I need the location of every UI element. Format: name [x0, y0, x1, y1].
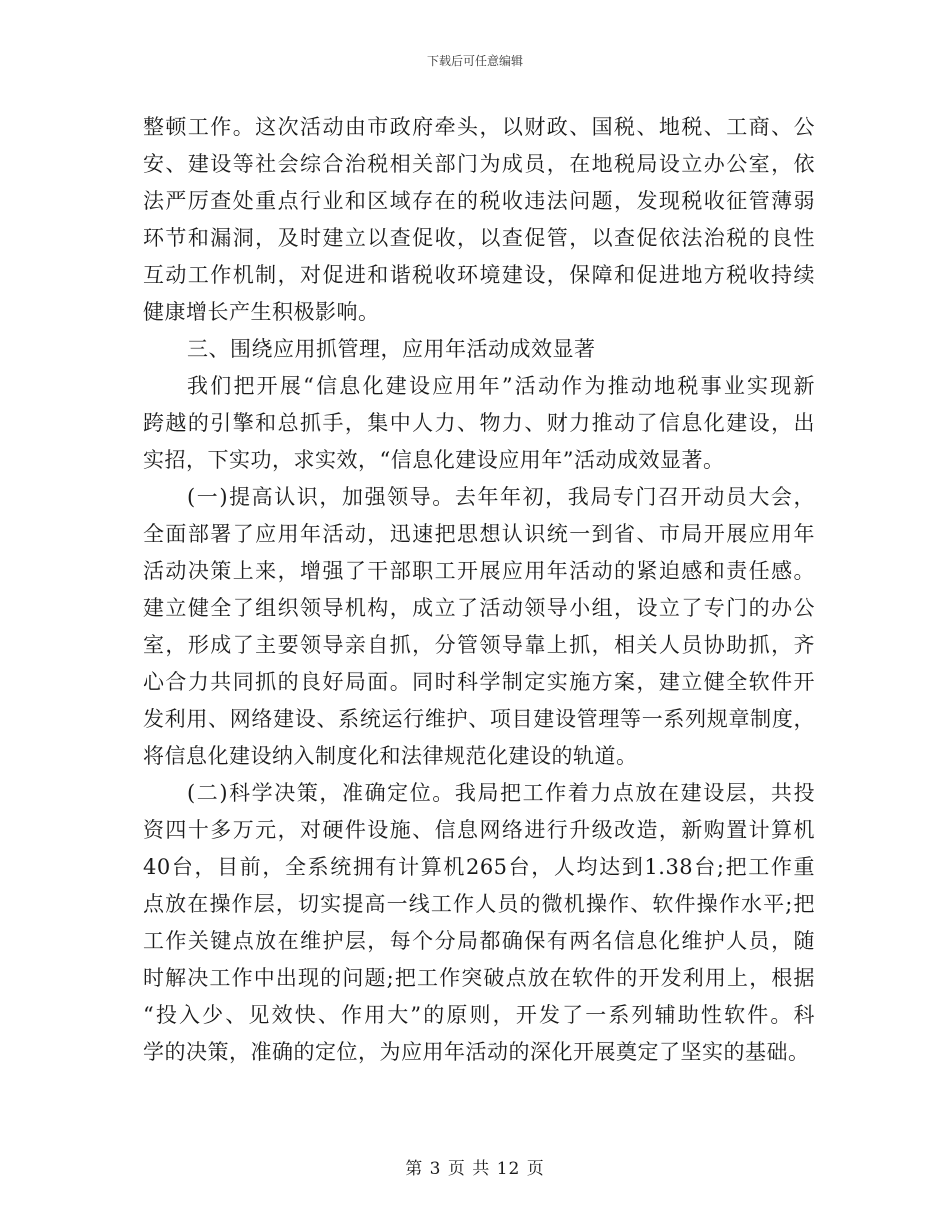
text-line: 资四十多万元，对硬件设施、信息网络进行升级改造，新购置计算机 [143, 818, 815, 842]
text-line: 环节和漏洞，及时建立以查促收，以查促管，以查促依法治税的良性 [143, 226, 815, 250]
text-line: 学的决策，准确的定位，为应用年活动的深化开展奠定了坚实的基础。 [143, 1040, 810, 1064]
page-header: 下载后可任意编辑 [426, 54, 523, 68]
text-line: 点放在操作层，切实提高一线工作人员的微机操作、软件操作水平;把 [143, 892, 815, 916]
text-line: 将信息化建设纳入制度化和法律规范化建设的轨道。 [143, 744, 638, 768]
text-line: 整顿工作。这次活动由市政府牵头，以财政、国税、地税、工商、公 [143, 115, 815, 139]
text-line: 工作关键点放在维护层，每个分局都确保有两名信息化维护人员，随 [143, 929, 815, 953]
text-line: 互动工作机制，对促进和谐税收环境建设，保障和促进地方税收持续 [143, 263, 815, 287]
text-line: 实招，下实功，求实效，“信息化建设应用年”活动成效显著。 [143, 448, 725, 472]
document-body [143, 109, 815, 1071]
text-line: 心合力共同抓的良好局面。同时科学制定实施方案，建立健全软件开 [143, 670, 815, 694]
text-line: 室，形成了主要领导亲自抓，分管领导靠上抓，相关人员协助抓，齐 [143, 633, 815, 657]
text-line: 建立健全了组织领导机构，成立了活动领导小组，设立了专门的办公 [143, 596, 815, 620]
text-line: 我们把开展“信息化建设应用年”活动作为推动地税事业实现新 [187, 374, 815, 398]
page-number-footer: 第 3 页 共 12 页 [405, 1159, 545, 1179]
section-heading: 三、围绕应用抓管理，应用年活动成效显著 [187, 337, 596, 361]
text-line: 法严厉查处重点行业和区域存在的税收违法问题，发现税收征管薄弱 [143, 189, 815, 213]
text-line: 全面部署了应用年活动，迅速把思想认识统一到省、市局开展应用年 [143, 522, 815, 546]
subsection-heading-line: (一)提高认识，加强领导。去年年初，我局专门召开动员大会， [187, 485, 815, 509]
text-line: 40台，目前，全系统拥有计算机265台，人均达到1.38台;把工作重 [143, 855, 815, 879]
text-line: 健康增长产生积极影响。 [143, 300, 380, 324]
text-line: 安、建设等社会综合治税相关部门为成员，在地税局设立办公室，依 [143, 152, 815, 176]
subsection-heading-line: (二)科学决策，准确定位。我局把工作着力点放在建设层，共投 [187, 781, 815, 805]
text-line: “投入少、见效快、作用大”的原则，开发了一系列辅助性软件。科 [143, 1003, 815, 1027]
text-line: 活动决策上来，增强了干部职工开展应用年活动的紧迫感和责任感。 [143, 559, 815, 583]
text-line: 跨越的引擎和总抓手，集中人力、物力、财力推动了信息化建设，出 [143, 411, 815, 435]
text-line: 发利用、网络建设、系统运行维护、项目建设管理等一系列规章制度， [143, 707, 815, 731]
text-line: 时解决工作中出现的问题;把工作突破点放在软件的开发利用上，根据 [143, 966, 815, 990]
